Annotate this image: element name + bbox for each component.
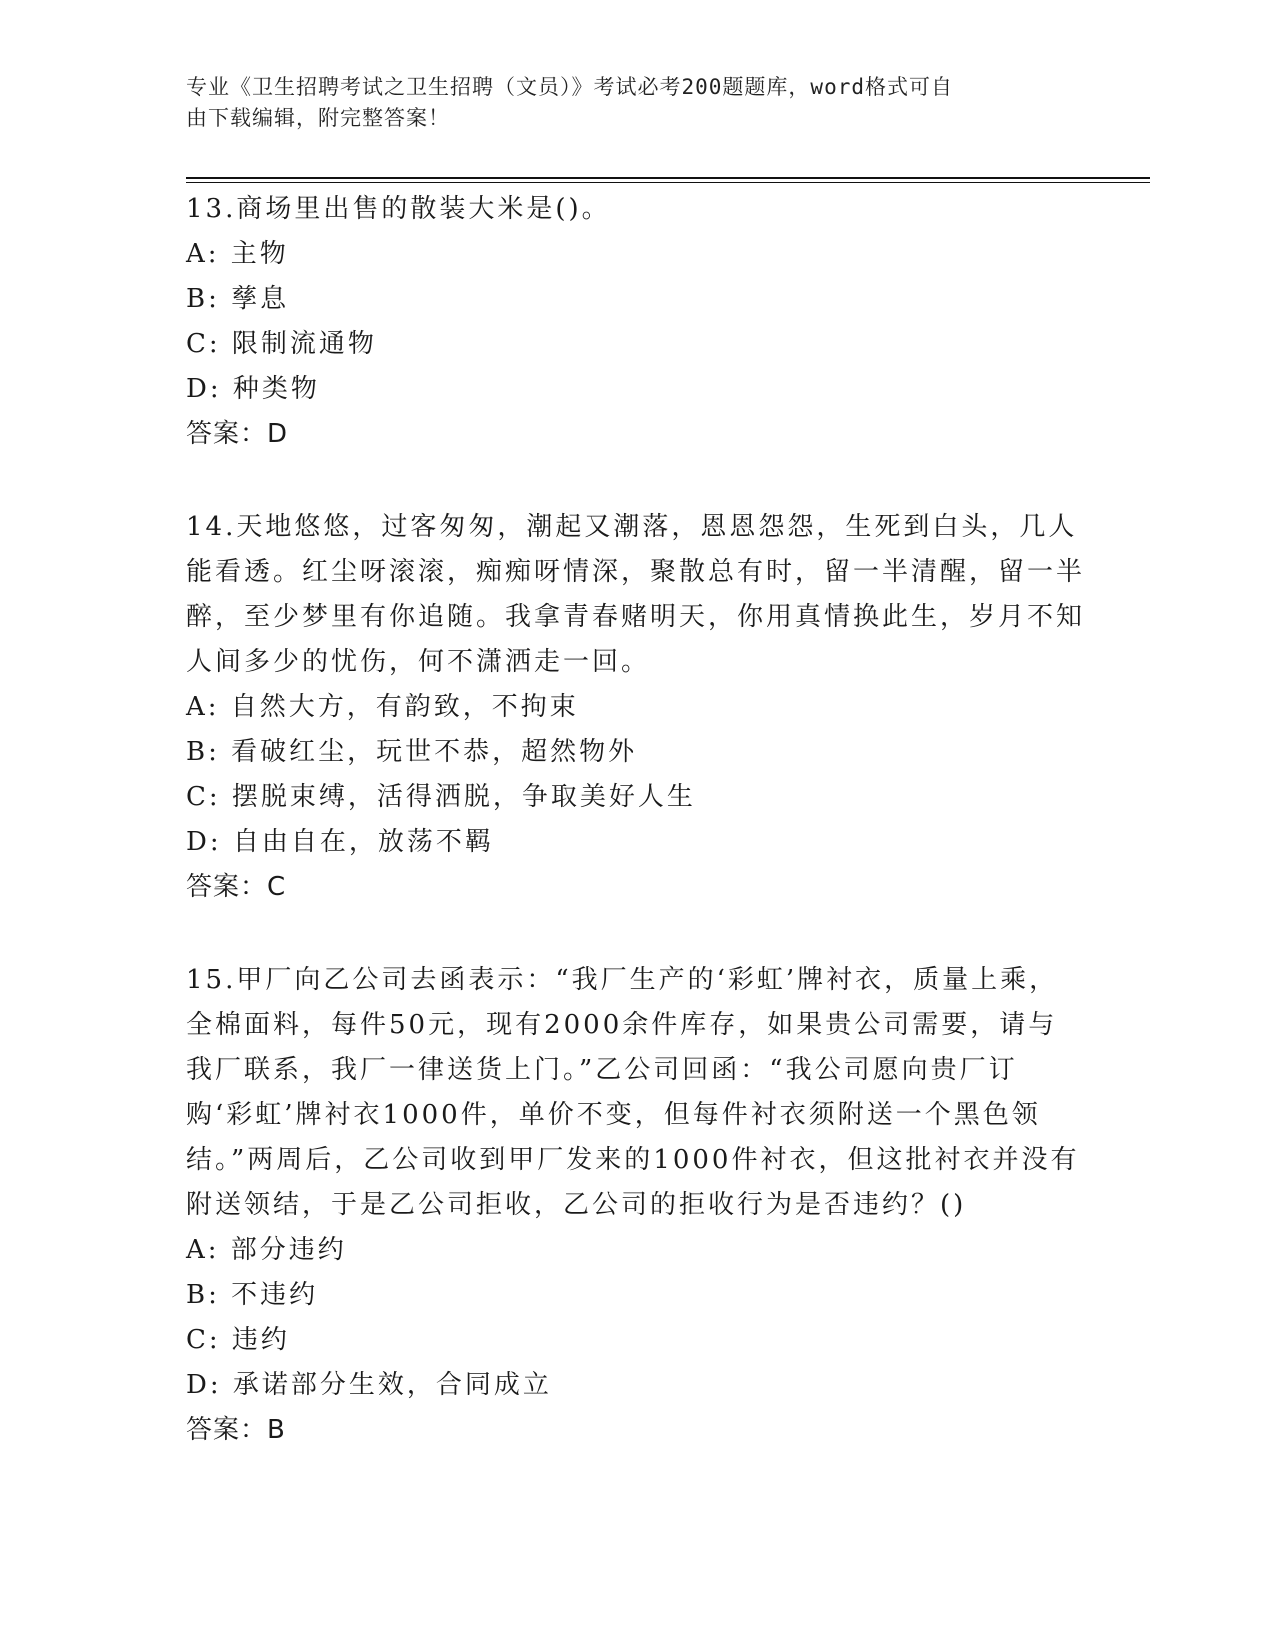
option-b: B: 孳息 — [186, 284, 290, 314]
option-b: B: 看破红尘，玩世不恭，超然物外 — [186, 737, 638, 767]
question-13 — [186, 187, 1086, 457]
option-a: A: 主物 — [186, 239, 289, 269]
option-c: C: 限制流通物 — [186, 329, 377, 359]
answer-line: 答案：C — [186, 872, 287, 902]
question-stem: 13.商场里出售的散装大米是()。 — [186, 194, 611, 224]
option-a: A: 自然大方，有韵致，不拘束 — [186, 692, 579, 722]
option-c: C: 违约 — [186, 1325, 290, 1355]
header-intro-line-1: 专业《卫生招聘考试之卫生招聘（文员）》考试必考200题题库，word格式可自 — [186, 75, 953, 99]
option-d: D: 自由自在，放荡不羁 — [186, 827, 494, 857]
answer-line: 答案：D — [186, 419, 289, 449]
question-list — [186, 187, 1086, 1453]
option-d: D: 承诺部分生效，合同成立 — [186, 1370, 552, 1400]
question-14 — [186, 505, 1086, 910]
option-b: B: 不违约 — [186, 1280, 319, 1310]
header-divider-thick — [186, 177, 1150, 179]
option-c: C: 摆脱束缚，活得洒脱，争取美好人生 — [186, 782, 696, 812]
question-stem: 15.甲厂向乙公司去函表示：“我厂生产的‘彩虹’牌衬衣，质量上乘，全棉面料，每件50元，现有2000余件库存，如果贵公司需要，请与我厂联系，我厂一律送货上门。”乙公司回函：“我公司愿向贵厂订购‘彩虹’牌衬衣1000件，单价不变，但每件衬衣须附送一个黑色领结。”两周后，乙公司收到甲厂发来的1000件衬衣，但这批衬衣并没有附送领结，于是乙公司拒收，乙公司的拒收行为是否违约？() — [186, 965, 1080, 1220]
header-intro-line-2: 由下载编辑，附完整答案！ — [186, 106, 450, 130]
question-15 — [186, 958, 1086, 1453]
option-d: D: 种类物 — [186, 374, 320, 404]
question-stem: 14.天地悠悠，过客匆匆，潮起又潮落，恩恩怨怨，生死到白头，几人能看透。红尘呀滚滚，痴痴呀情深，聚散总有时，留一半清醒，留一半醉，至少梦里有你追随。我拿青春赌明天，你用真情换此生，岁月不知人间多少的忧伤，何不潇洒走一回。 — [186, 512, 1086, 677]
document-header — [186, 72, 1066, 134]
header-divider-thin — [186, 182, 1150, 183]
option-a: A: 部分违约 — [186, 1235, 347, 1265]
answer-line: 答案：B — [186, 1415, 286, 1445]
